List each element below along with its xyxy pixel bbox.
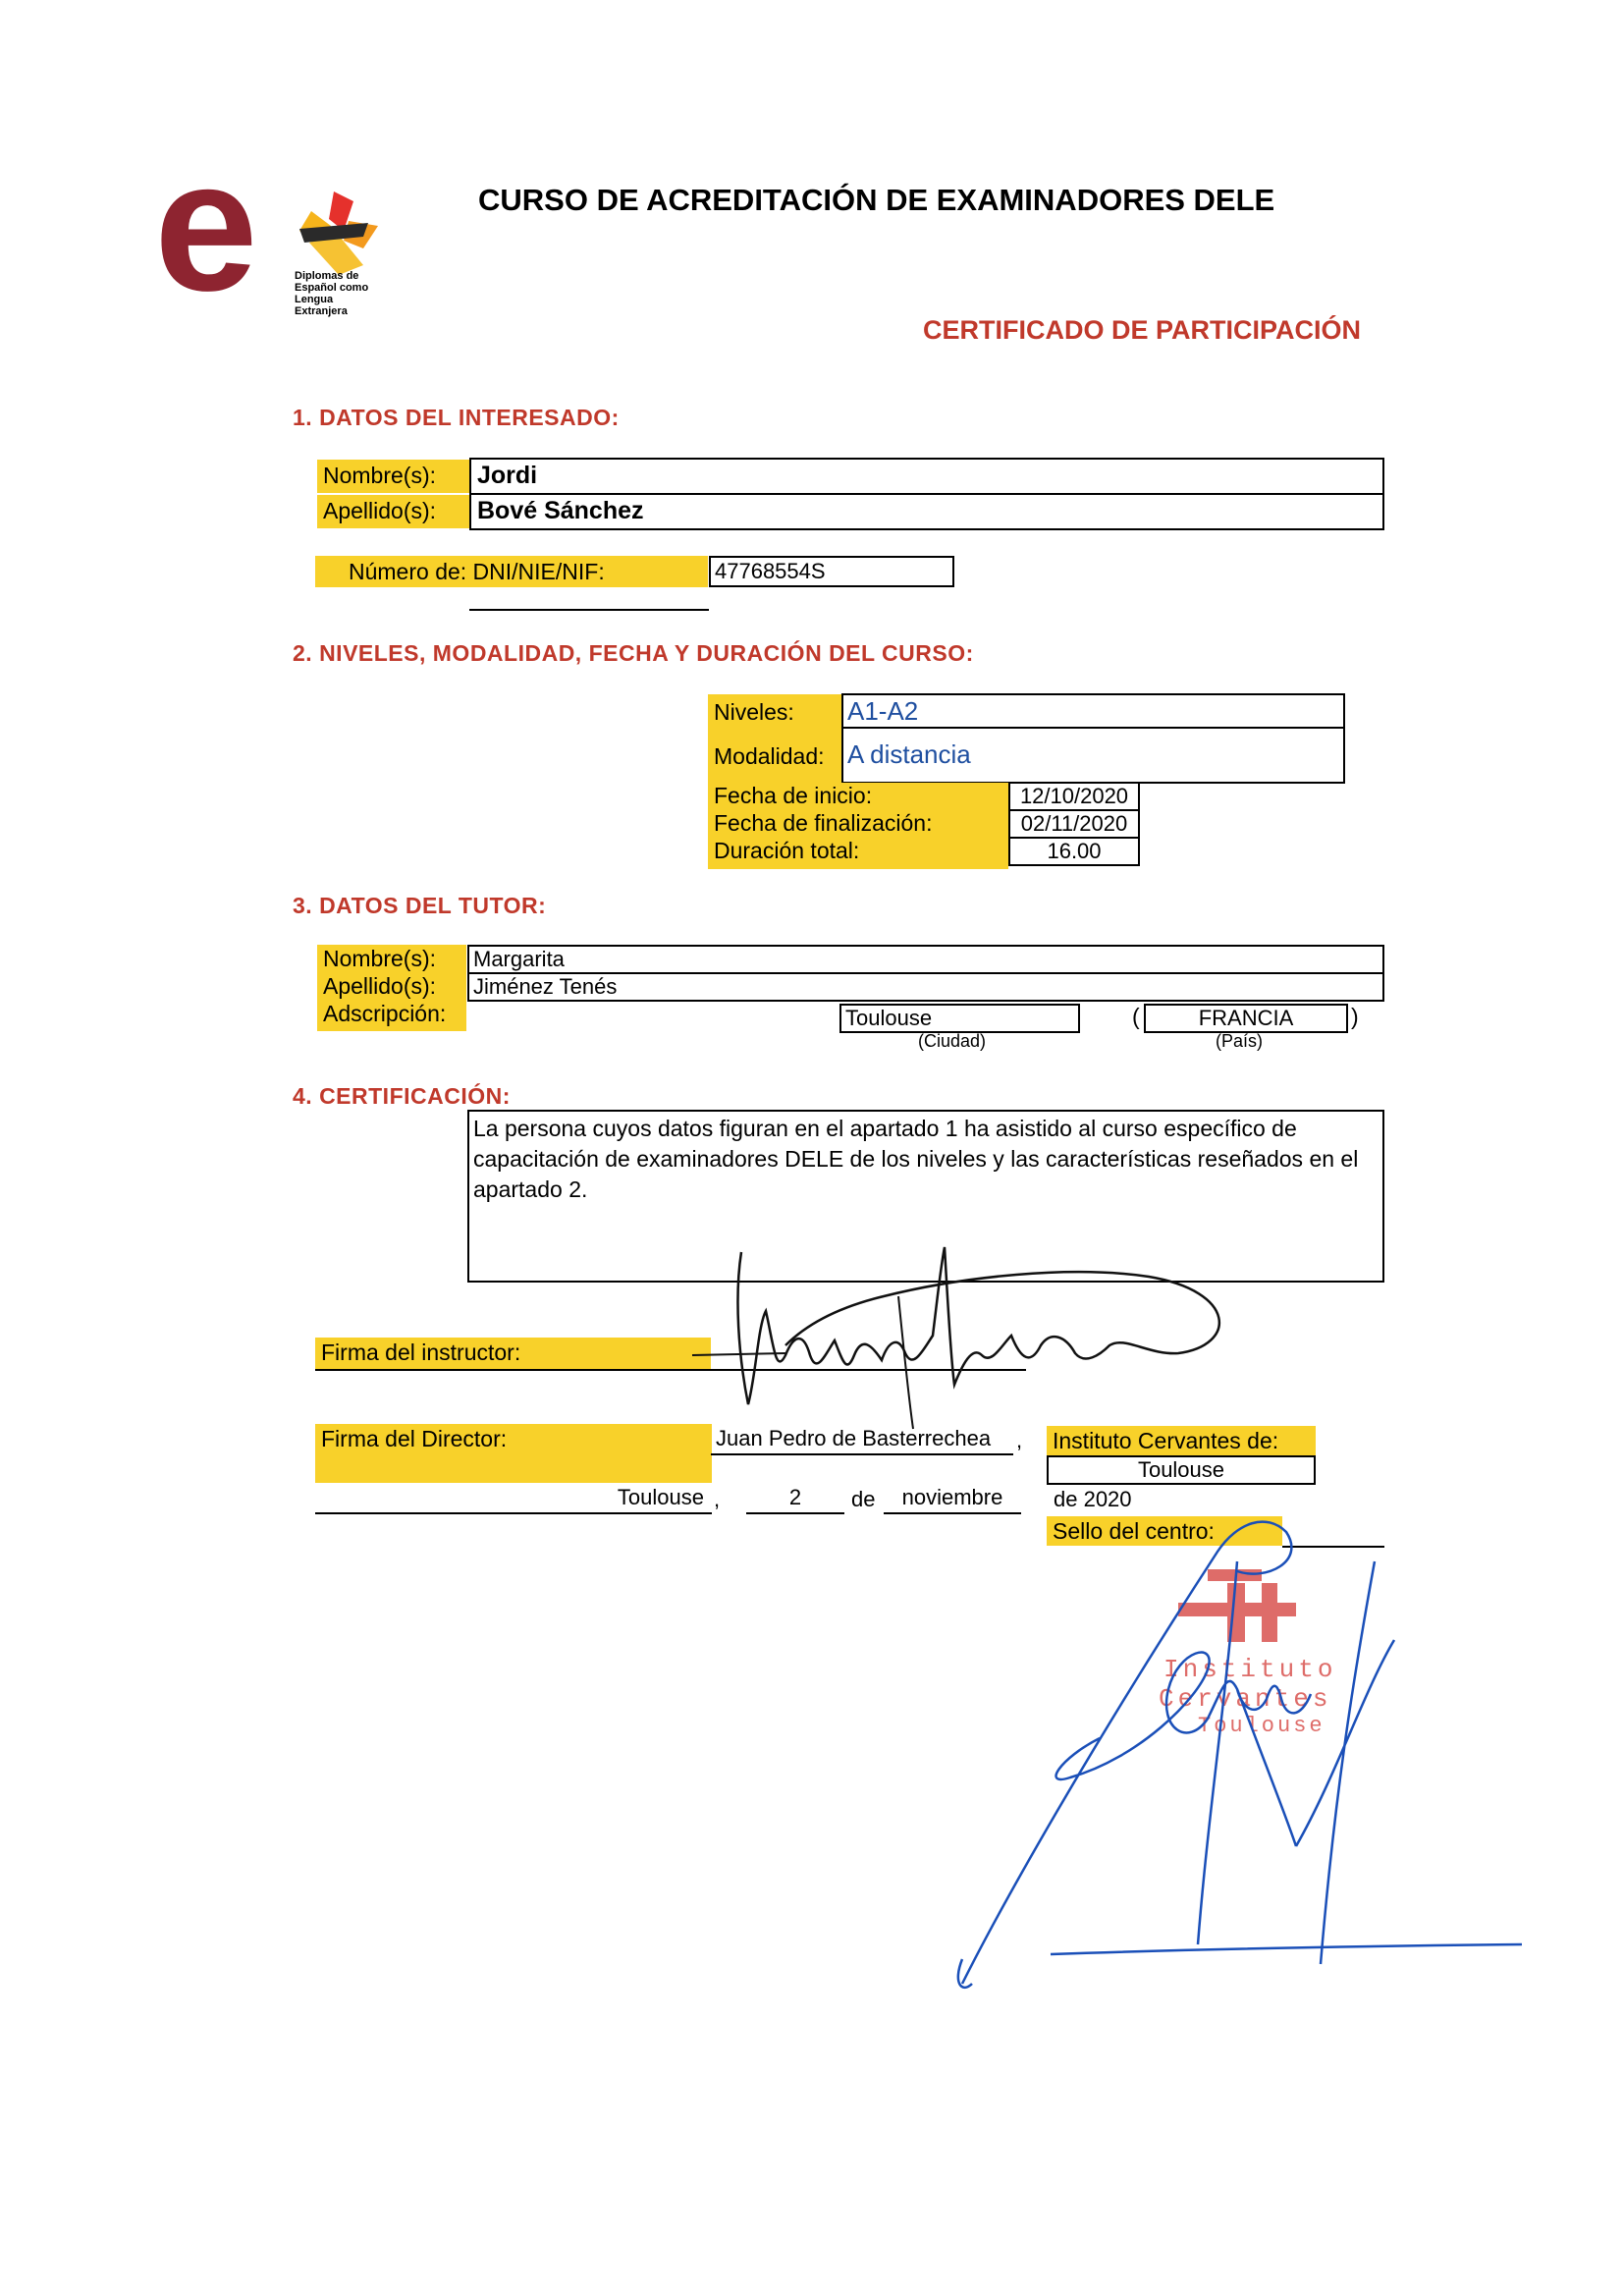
tutor-country-value: FRANCIA (1198, 1006, 1294, 1030)
duration-field (1008, 837, 1140, 866)
start-date-value: 12/10/2020 (1019, 784, 1129, 808)
tutor-surname-field (467, 972, 1384, 1002)
levels-field (841, 693, 1345, 729)
tutor-city-field (839, 1004, 1080, 1033)
tutor-country-field (1144, 1004, 1348, 1033)
tutor-name-field (467, 945, 1384, 974)
duration-value: 16.00 (1047, 839, 1102, 863)
director-comma: , (1016, 1428, 1023, 1452)
applicant-name-field (469, 458, 1384, 495)
institute-city-value: Toulouse (1137, 1457, 1225, 1482)
start-date-label: Fecha de inicio: (714, 783, 873, 808)
mode-field (841, 727, 1345, 784)
stamp-text-line: Toulouse (1198, 1714, 1325, 1738)
logo-caption-line: Español como (295, 282, 369, 294)
place-value: Toulouse (617, 1485, 704, 1509)
tutor-surname-label: Apellido(s): (323, 973, 437, 999)
section-4-heading: 4. CERTIFICACIÓN: (293, 1083, 511, 1109)
tutor-name-value: Margarita (473, 947, 565, 971)
section-1-heading: 1. DATOS DEL INTERESADO: (293, 405, 620, 430)
applicant-surname-field (469, 493, 1384, 530)
tutor-adscription-label: Adscripción: (323, 1001, 447, 1026)
tutor-country-caption: (País) (1216, 1031, 1264, 1051)
logo-caption-line: Diplomas de (295, 270, 359, 282)
document-subtitle: CERTIFICADO DE PARTICIPACIÓN (923, 315, 1362, 345)
applicant-name-value: Jordi (477, 462, 538, 489)
logo-letter: e (154, 122, 258, 330)
tutor-city-value: Toulouse (845, 1006, 933, 1030)
tutor-name-label: Nombre(s): (323, 946, 437, 971)
end-date-value: 02/11/2020 (1020, 811, 1128, 836)
instructor-signature-icon (687, 1237, 1237, 1434)
start-date-field (1008, 782, 1140, 811)
month-value: noviembre (901, 1485, 1003, 1509)
date-de: de (851, 1487, 876, 1511)
id-number-value: 47768554S (715, 559, 826, 583)
year-value: de 2020 (1054, 1487, 1132, 1511)
place-comma: , (714, 1487, 721, 1511)
institute-label: Instituto Cervantes de: (1047, 1426, 1316, 1455)
applicant-name-label: Nombre(s): (317, 460, 469, 493)
end-date-label: Fecha de finalización: (714, 810, 933, 836)
paren-open: ( (1132, 1004, 1140, 1029)
applicant-surname-label: Apellido(s): (317, 495, 469, 528)
mode-label: Modalidad: (708, 730, 841, 783)
document-title: CURSO DE ACREDITACIÓN DE EXAMINADORES DELE (478, 183, 1275, 217)
applicant-surname-value: Bové Sánchez (477, 497, 644, 524)
stamp-text-line: Instituto (1163, 1655, 1337, 1684)
logo-caption (295, 270, 368, 317)
duration-label: Duración total: (714, 838, 860, 863)
id-number-label: Número de: DNI/NIE/NIF: (315, 556, 708, 587)
levels-label: Niveles: (708, 694, 841, 730)
logo (154, 122, 388, 339)
institute-city-field (1047, 1455, 1316, 1485)
end-date-field (1008, 809, 1140, 839)
instructor-signature-label: Firma del instructor: (315, 1338, 711, 1369)
section-3-heading: 3. DATOS DEL TUTOR: (293, 893, 547, 918)
tutor-city-caption: (Ciudad) (918, 1031, 987, 1051)
paren-close: ) (1351, 1004, 1359, 1029)
director-signature-label: Firma del Director: (315, 1424, 712, 1483)
director-signature-icon (943, 1493, 1532, 2023)
seal-label: Sello del centro: (1047, 1516, 1282, 1546)
id-underline (469, 609, 709, 611)
logo-caption-line: Lengua (295, 294, 334, 305)
stamp-text-line: Cervantes (1159, 1684, 1332, 1714)
director-name: Juan Pedro de Basterrechea (716, 1426, 992, 1450)
day-value: 2 (788, 1485, 802, 1509)
director-name-underline (711, 1453, 1013, 1455)
day-field (746, 1483, 844, 1514)
section-2-heading: 2. NIVELES, MODALIDAD, FECHA Y DURACIÓN DEL CURSO: (293, 640, 974, 666)
levels-value: A1-A2 (847, 696, 919, 726)
place-field (315, 1483, 712, 1514)
tutor-surname-value: Jiménez Tenés (473, 974, 618, 999)
id-number-field (709, 556, 954, 587)
mode-value: A distancia (847, 739, 971, 769)
logo-caption-line: Extranjera (295, 305, 348, 317)
certification-text: La persona cuyos datos figuran en el apartado 1 ha asistido al curso específico de capacitación de examinadores DELE de los niveles y las características reseñados en el apartado 2. (473, 1116, 1359, 1202)
